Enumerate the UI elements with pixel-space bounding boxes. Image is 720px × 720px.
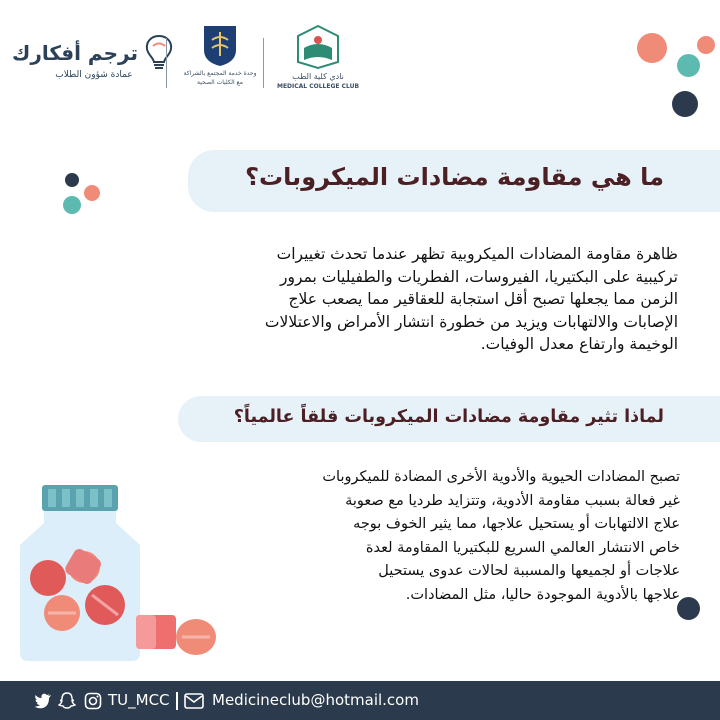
section2-line: غير فعالة بسبب مقاومة الأدوية، وتتزايد طرديا مع صعوبة — [345, 492, 680, 509]
mail-icon[interactable] — [184, 693, 204, 709]
logo-subtitle: عمادة شؤون الطلاب — [55, 70, 133, 80]
section2-line: تصبح المضادات الحيوية والأدوية الأخرى المضادة للميكروبات — [322, 469, 680, 485]
snapchat-icon[interactable] — [58, 692, 76, 710]
university-logo — [180, 22, 260, 86]
section1-line: الإصابات والالتهابات ويزيد من خطورة انتشار الأمراض والاعتلالات — [264, 312, 678, 331]
university-text-line1: وحدة خدمة المجتمع بالشراكة — [183, 70, 257, 77]
footer-bar — [0, 681, 720, 720]
section2-line: علاجها بالأدوية الموجودة حاليا، مثل المضادات. — [405, 586, 680, 603]
book-crescent-icon — [296, 24, 340, 70]
section1-line: ظاهرة مقاومة المضادات الميكروبية تظهر عندما تحدث تغييرات — [276, 245, 678, 263]
section2-line: علاج الالتهابات أو يستحيل علاجها، مما يثير الخوف بوجه — [353, 516, 680, 532]
section2-line: علاجات أو لجميعها والمسببة لحالات عدوى يستحيل — [378, 563, 680, 579]
footer-divider — [176, 692, 178, 710]
deco-dot — [697, 36, 715, 54]
deco-dot — [65, 173, 79, 187]
email-address[interactable]: Medicineclub@hotmail.com — [212, 691, 419, 709]
logo-title: ترجم أفكارك — [12, 41, 138, 65]
lightbulb-icon — [142, 32, 176, 74]
deco-dot — [84, 185, 100, 201]
header — [0, 0, 720, 110]
section2-paragraph — [160, 466, 680, 607]
section1-title: ما هي مقاومة مضادات الميكروبات؟ — [245, 163, 664, 191]
club-name-ar: نادي كلية الطب — [292, 72, 344, 81]
section1-line: الزمن مما يجعلها تصبح أقل استجابة للعقاقير مما يصعب علاج — [288, 290, 678, 308]
section2-line: خاص الانتشار العالمي السريع للبكتيريا المقاومة لعدة — [365, 539, 680, 556]
instagram-icon[interactable] — [84, 692, 102, 710]
deco-dot — [672, 91, 698, 117]
section1-line: تركيبية على البكتيريا، الفيروسات، الفطريات والطفيليات بمرور — [280, 267, 678, 286]
university-emblem-icon — [200, 22, 240, 68]
university-text-line2: مع الكليات الصحية — [197, 79, 243, 86]
header-divider-2 — [263, 38, 264, 88]
social-handle[interactable]: TU_MCC — [108, 691, 170, 709]
club-name-en: MEDICAL COLLEGE CLUB — [276, 83, 360, 90]
section2-title: لماذا تثير مقاومة مضادات الميكروبات قلقاً عالمياً؟ — [233, 407, 664, 427]
section1-line: الوخيمة وارتفاع معدل الوفيات. — [480, 335, 678, 353]
deco-dot — [63, 196, 81, 214]
deco-dot — [677, 597, 700, 620]
section1-paragraph — [118, 243, 678, 356]
deco-dot — [677, 54, 700, 77]
pill-bottle-illustration — [0, 483, 220, 663]
translate-ideas-logo — [12, 32, 176, 80]
deco-dot — [637, 33, 667, 63]
header-divider — [166, 38, 167, 88]
medical-club-logo — [268, 24, 368, 90]
twitter-icon[interactable] — [34, 693, 52, 709]
